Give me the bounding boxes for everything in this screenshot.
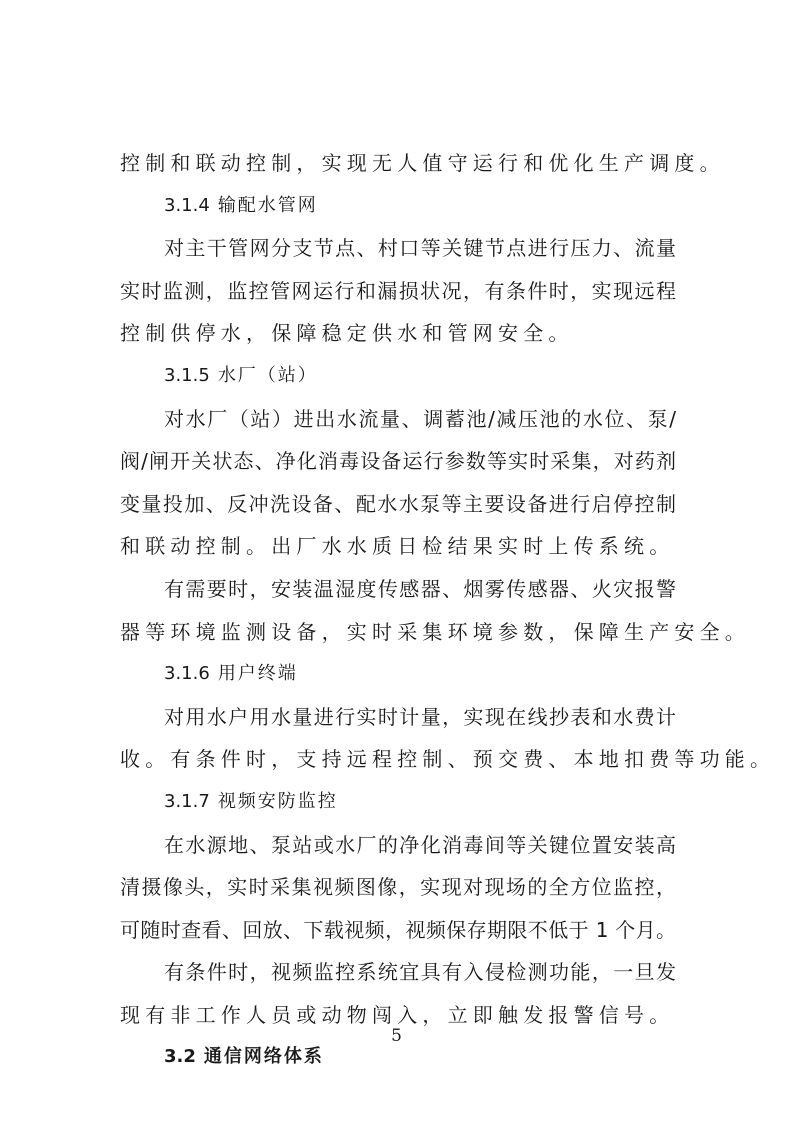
section-number: 3.1.4 xyxy=(164,194,210,216)
paragraph-line: 对主干管网分支节点、村口等关键节点进行压力、流量 xyxy=(164,236,676,261)
page-number: 5 xyxy=(391,1026,402,1046)
paragraph-line: 对用水户用水量进行实时计量，实现在线抄表和水费计 xyxy=(164,704,676,729)
paragraph-line: 对水厂（站）进出水流量、调蓄池/减压池的水位、泵/ xyxy=(164,406,676,431)
section-number: 3.1.5 xyxy=(164,364,210,386)
paragraph-line: 可随时查看、回放、下载视频，视频保存期限不低于 1 个月。 xyxy=(120,917,676,942)
section-heading xyxy=(120,355,676,398)
paragraph-line: 在水源地、泵站或水厂的净化消毒间等关键位置安装高 xyxy=(164,832,676,857)
section-title: 通信网络体系 xyxy=(203,1046,324,1068)
section-heading xyxy=(120,781,676,824)
section-title: 输配水管网 xyxy=(217,194,318,216)
section-title: 用户终端 xyxy=(217,663,298,685)
paragraph-line: 控制供停水，保障稳定供水和管网安全。 xyxy=(120,321,574,346)
paragraph-line: 阀/闸开关状态、净化消毒设备运行参数等实时采集，对药剂 xyxy=(120,449,676,474)
document-page xyxy=(120,142,776,1079)
section-heading xyxy=(120,653,676,696)
paragraph-line: 收。有条件时，支持远程控制、预交费、本地扣费等功能。 xyxy=(120,747,776,772)
paragraph-line: 有需要时，安装温湿度传感器、烟雾传感器、火灾报警 xyxy=(164,576,676,601)
paragraph-line: 有条件时，视频监控系统宜具有入侵检测功能，一旦发 xyxy=(164,960,676,985)
paragraph-line: 清摄像头，实时采集视频图像，实现对现场的全方位监控， xyxy=(120,875,676,900)
section-number: 3.2 xyxy=(164,1046,196,1068)
section-number: 3.1.7 xyxy=(164,790,210,812)
paragraph-line: 现有非工作人员或动物闯入，立即触发报警信号。 xyxy=(120,1002,675,1027)
paragraph-line: 控制和联动控制，实现无人值守运行和优化生产调度。 xyxy=(120,151,725,175)
section-title: 水厂（站） xyxy=(217,364,318,386)
section-number: 3.1.6 xyxy=(164,663,210,685)
section-heading xyxy=(120,185,676,228)
section-title: 视频安防监控 xyxy=(217,790,338,812)
paragraph-line: 器等环境监测设备，实时采集环境参数，保障生产安全。 xyxy=(120,619,750,644)
paragraph-line: 和联动控制。出厂水水质日检结果实时上传系统。 xyxy=(120,534,675,559)
paragraph-line: 实时监测，监控管网运行和漏损状况，有条件时，实现远程 xyxy=(120,278,676,303)
paragraph-line: 变量投加、反冲洗设备、配水水泵等主要设备进行启停控制 xyxy=(120,491,676,516)
